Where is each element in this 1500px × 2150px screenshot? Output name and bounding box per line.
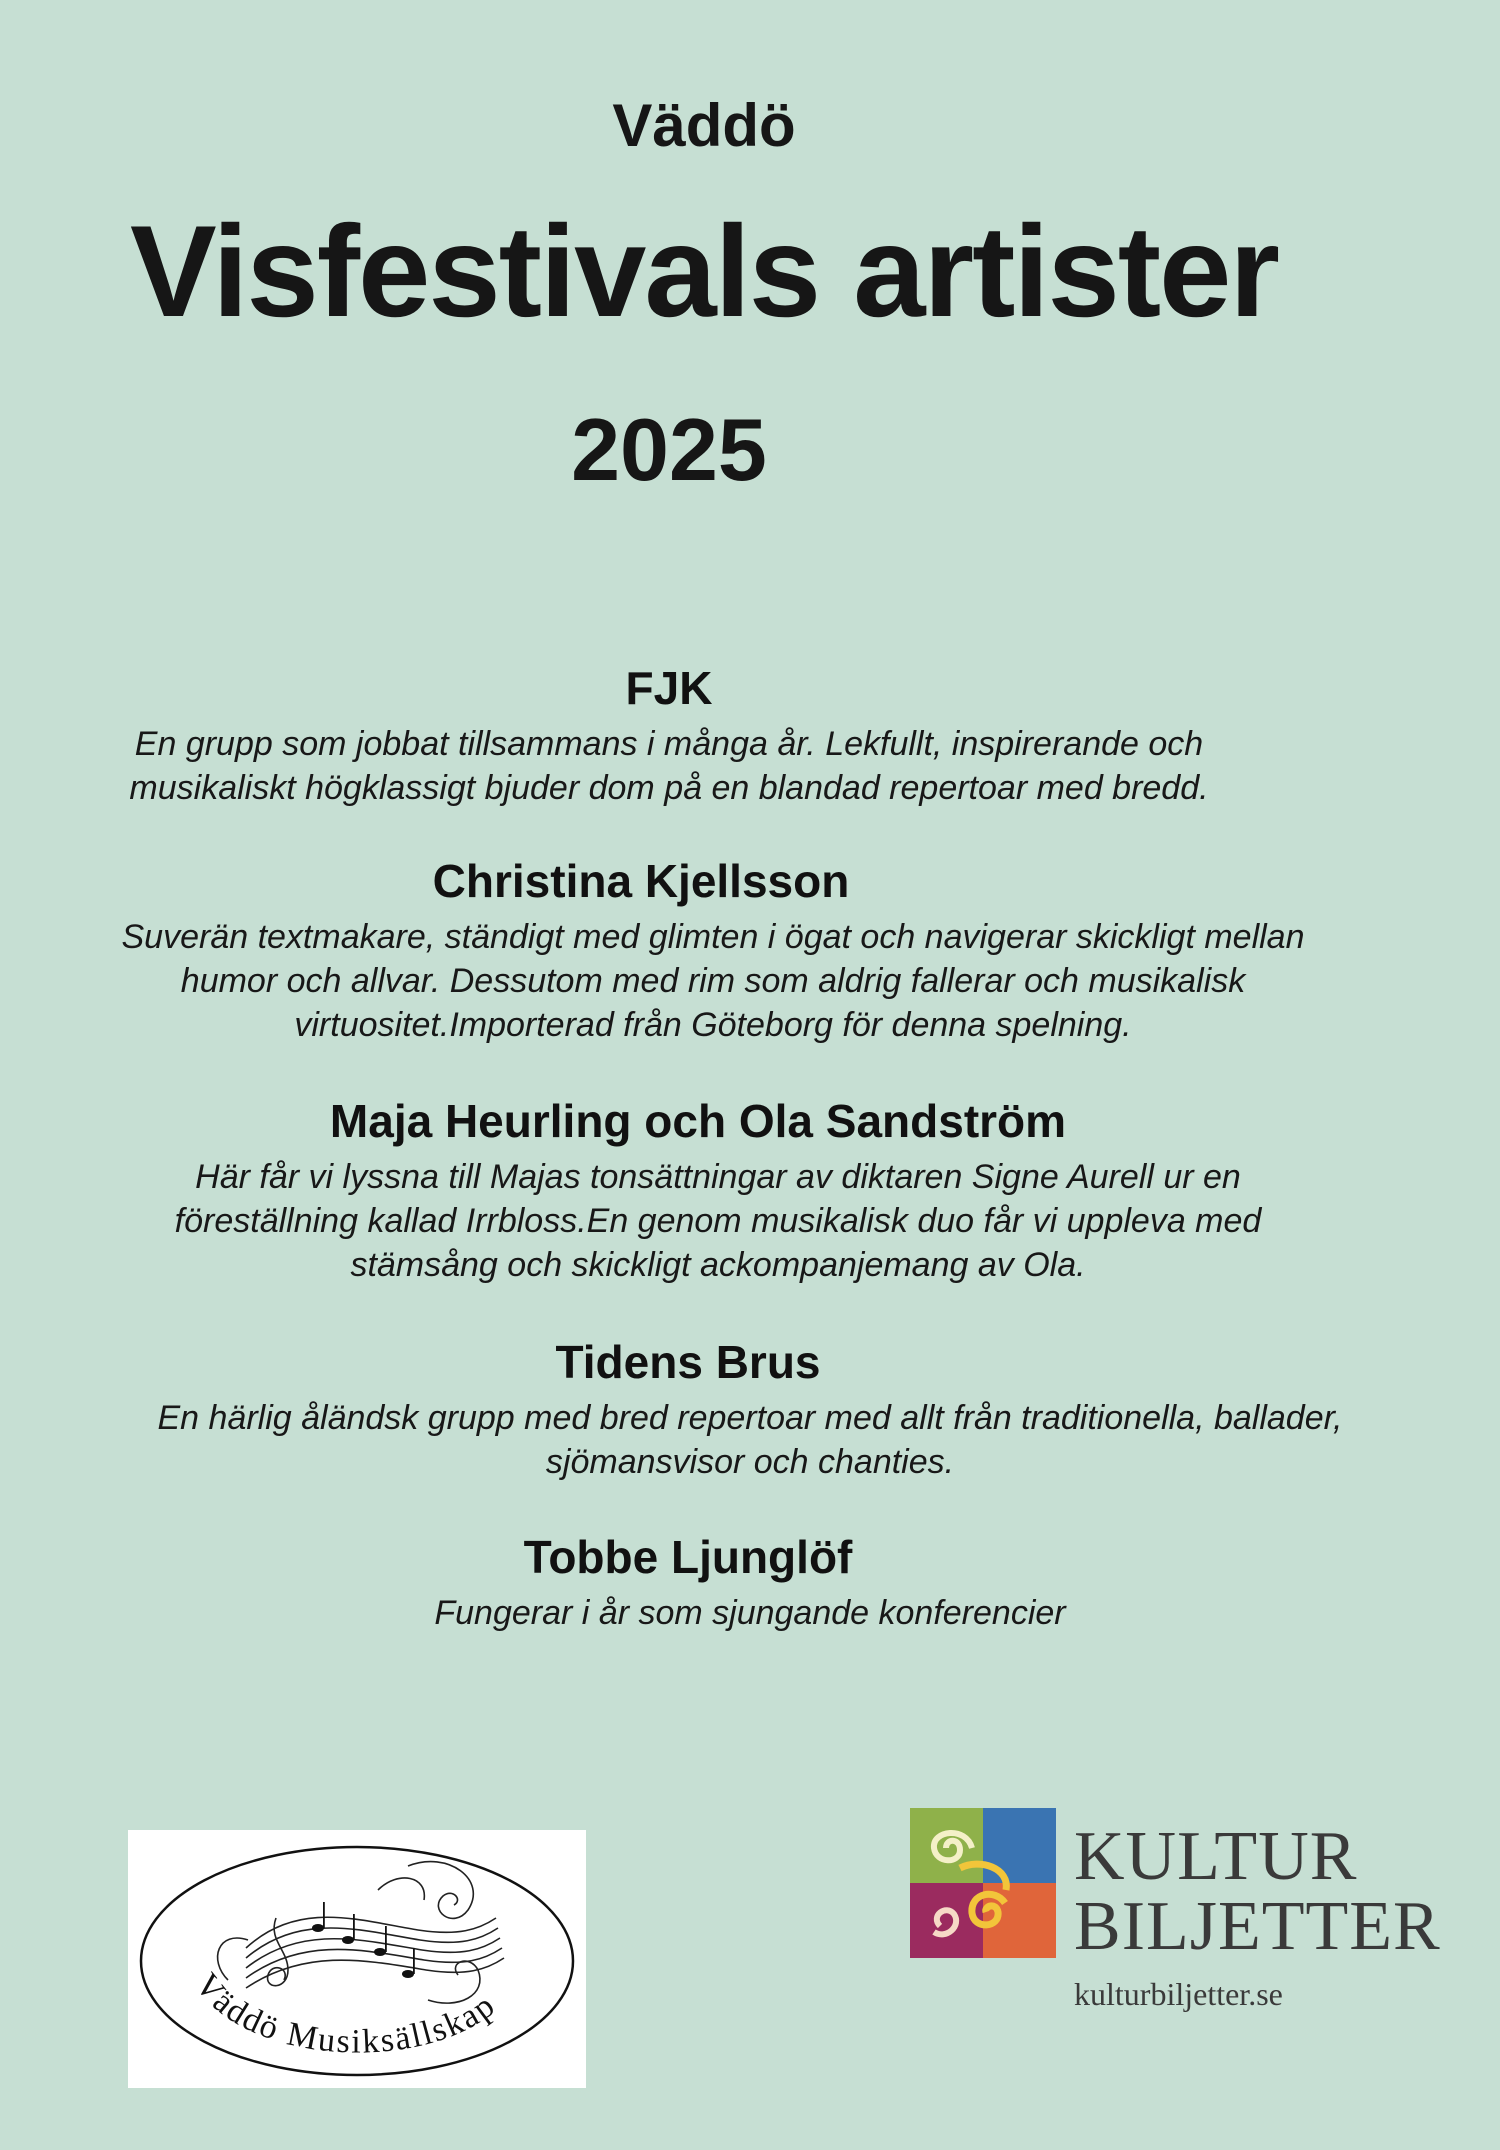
- kulturbiljetter-logo: [906, 1800, 1466, 2050]
- artist-name: Maja Heurling och Ola Sandström: [329, 1095, 1067, 1147]
- artist-name: FJK: [625, 662, 713, 714]
- artist-name: Tidens Brus: [555, 1336, 821, 1388]
- artist-description: En härlig åländsk grupp med bred repertoar med allt från traditionella, ballader, sjömansvisor och chanties.: [157, 1399, 1343, 1481]
- artist-fjk: [0, 660, 1338, 810]
- artist-maja-heurling-ola-sandstrom: [0, 1093, 1436, 1287]
- artist-tidens-brus: [0, 1334, 1500, 1484]
- artist-description: Fungerar i år som sjungande konferencier: [434, 1594, 1066, 1632]
- artist-name: Tobbe Ljunglöf: [523, 1531, 853, 1583]
- artist-description: Här får vi lyssna till Majas tonsättningar av diktaren Signe Aurell ur en föreställning kallad Irrbloss.En genom musikalisk duo får vi uppleva med stämsång och skickligt ackompanjemang av Ola.: [174, 1158, 1262, 1284]
- artist-christina-kjellsson: [0, 853, 1426, 1047]
- music-staff-swirl-icon: [128, 1830, 586, 2088]
- spiral-squares-icon: [910, 1808, 1056, 1958]
- artist-tobbe-ljunglof: [0, 1529, 1500, 1635]
- artist-description: Suverän textmakare, ständigt med glimten i ögat och navigerar skickligt mellan humor och allvar. Dessutom med rim som aldrig fallerar och musikalisk virtuositet.Importerad från Göteborg för denna spelning.: [121, 918, 1305, 1044]
- website-url[interactable]: kulturbiljetter.se: [1074, 1976, 1283, 2012]
- page-title: Visfestivals artister: [130, 198, 1278, 344]
- biljetter-text: BILJETTER: [1074, 1888, 1441, 1965]
- festival-year: 2025: [571, 400, 767, 499]
- svg-text:Väddö Musiksällskap: Väddö Musiksällskap: [187, 1966, 503, 2061]
- artist-name: Christina Kjellsson: [432, 855, 850, 907]
- festival-location: Väddö: [612, 92, 796, 159]
- kultur-text: KULTUR: [1074, 1818, 1358, 1895]
- artist-description: En grupp som jobbat tillsammans i många år. Lekfullt, inspirerande och musikaliskt högklassigt bjuder dom på en blandad repertoar med bredd.: [129, 725, 1209, 807]
- vaddo-musiksallskap-logo: [128, 1830, 586, 2088]
